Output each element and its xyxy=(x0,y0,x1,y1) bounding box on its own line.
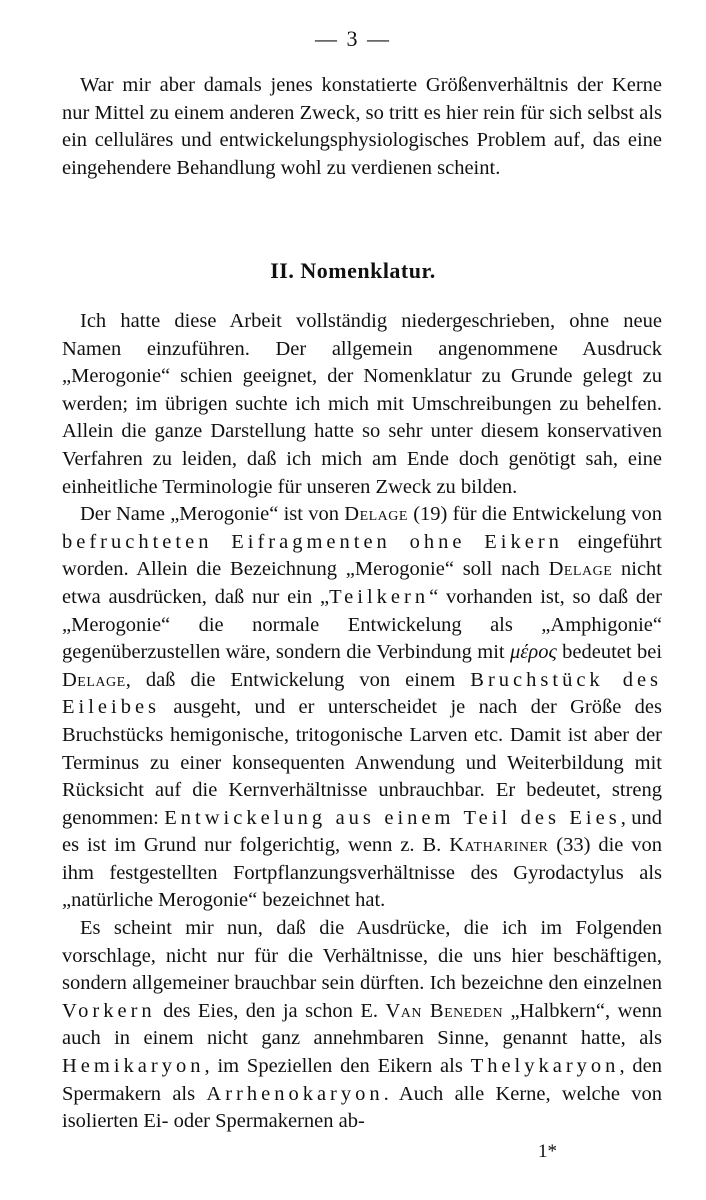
p2-text-8: ausgeht, und er unterscheidet je nach der Größe des Bruchstücks hemigonische, tritogonische Larven etc. Damit ist aber der Terminus zu einer konsequenten Anwendung und Weiterbildung mit Rücksicht auf die Kernverhältnisse unbrauchbar. Er bedeutet, streng genommen: xyxy=(62,696,663,829)
p3-text-3: „Halbkern“, wenn auch in einem nicht ganz annehmbaren Sinne, genannt hatte, als xyxy=(62,999,662,1050)
p2-text-10: (33) die von ihm festgestellten Fortpflanzungsverhältnisse des Gyrodactylus als „natürliche Merogonie“ bezeichnet hat. xyxy=(62,834,663,912)
p2-text-5: “ vorhanden ist, so daß der „Merogonie“ die normale Entwickelung als „Amphigonie“ gegenüberzustellen wäre, sondern die Verbindung mit xyxy=(62,585,663,664)
author-name-delage: Delage xyxy=(62,668,126,691)
paragraph-1: Ich hatte diese Arbeit vollständig niedergeschrieben, ohne neue Namen einzuführen. Der allgemein angenommene Ausdruck „Merogonie“ schien geeignet, der Nomenklatur zu Grunde gelegt zu werden; im übrigen suchte ich mich mit Umschreibungen zu behelfen. Allein die ganze Darstellung hatte so sehr unter diesem konservativen Verfahren zu leiden, daß ich mich am Ende doch genötigt sah, eine einheitliche Terminologie für unseren Zweck zu bilden. xyxy=(62,310,662,498)
signature-mark: 1* xyxy=(538,1141,557,1162)
author-name-delage: Delage xyxy=(344,503,408,526)
spaced-term: befruchteten Eifragmenten ohne Eikern xyxy=(62,530,563,553)
paragraph-2 xyxy=(62,501,662,915)
p3-text-6: . Auch alle Kerne, welche von isolierten Ei- oder Spermakernen ab- xyxy=(62,1082,662,1133)
spaced-term: Arrhenokaryon xyxy=(206,1082,384,1105)
p2-text-4: nicht etwa ausdrücken, daß nur ein „ xyxy=(62,558,663,608)
p2-text-7: , daß die Entwickelung von einem xyxy=(125,668,456,691)
spaced-term: Thelykaryon xyxy=(470,1055,620,1078)
author-name-kathariner: Kathariner xyxy=(449,834,549,857)
p3-text-1: Es scheint mir nun, daß die Ausdrücke, die ich im Folgenden vorschlage, nicht nur für die Verhältnisse, die uns hier beschäftigen, sondern allgemeiner brauchbar sein dürften. Ich bezeichne den einzelnen xyxy=(62,917,662,995)
spaced-term: Hemikaryon xyxy=(62,1055,205,1078)
p2-text-2: (19) für die Entwickelung von xyxy=(413,503,662,526)
greek-term: μέρος xyxy=(510,641,557,664)
p2-text-9: , und es ist im Grund nur folgerichtig, wenn z. B. xyxy=(62,806,663,857)
p3-text-5: , den Spermakern als xyxy=(62,1055,662,1105)
intro-paragraph: War mir aber damals jenes konstatierte Größenverhältnis der Kerne nur Mittel zu einem anderen Zweck, so tritt es hier rein für sich selbst als ein celluläres und entwickelungsphysiologisches Problem auf, das eine eingehendere Behandlung wohl zu verdienen scheint. xyxy=(62,74,662,179)
p2-text-6: bedeutet bei xyxy=(562,641,663,664)
spaced-term: Teilkern xyxy=(329,585,430,608)
page-number: — 3 — xyxy=(315,26,391,51)
spaced-term: Entwickelung aus einem Teil des Eies xyxy=(164,806,621,829)
p2-text-3: eingeführt worden. Allein die Bezeichnung „Merogonie“ soll nach xyxy=(62,530,662,581)
paragraph-3 xyxy=(62,915,662,1136)
spaced-term: Bruchstück des Eileibes xyxy=(62,668,663,719)
p3-text-4: , im Speziellen den Eikern als xyxy=(204,1055,463,1078)
author-name-delage: Delage xyxy=(548,558,613,581)
section-heading: II. Nomenklatur. xyxy=(270,258,436,283)
intro-block xyxy=(62,72,662,182)
author-name-van-beneden: Van Beneden xyxy=(385,999,504,1022)
spaced-term: Vorkern xyxy=(62,999,156,1022)
p2-text-1: Der Name „Merogonie“ ist von xyxy=(80,503,339,526)
p3-text-2: des Eies, den ja schon E. xyxy=(163,999,378,1022)
main-text-block xyxy=(62,308,662,1136)
